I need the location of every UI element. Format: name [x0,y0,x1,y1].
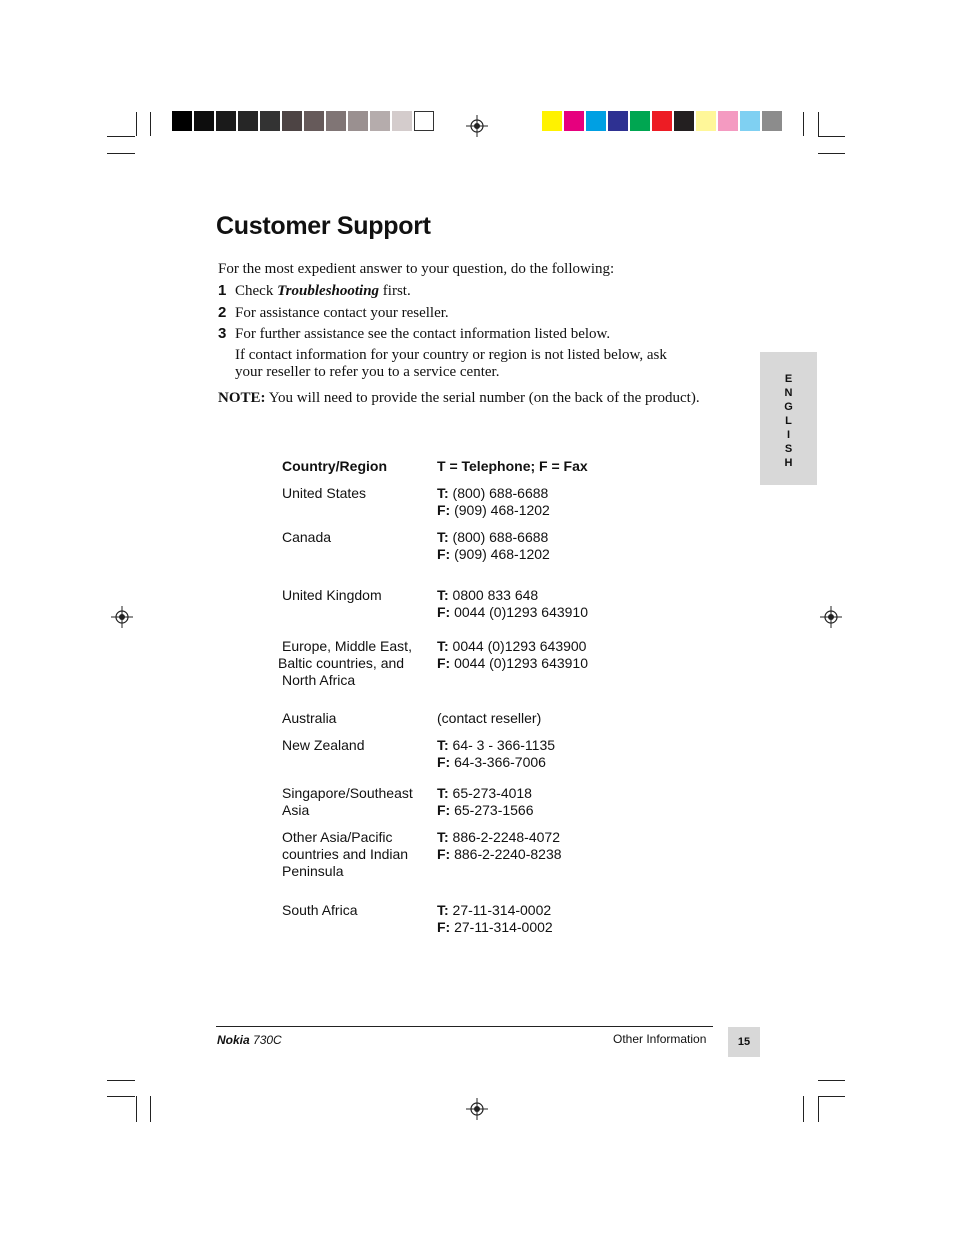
telephone-line [437,785,534,802]
fax-line [437,754,555,771]
country-line: Canada [282,529,332,545]
crop-mark [150,112,151,136]
fax-label: F: [437,802,451,818]
fax-label: F: [437,655,451,671]
color-swatch [608,111,628,131]
footer-product [217,1033,282,1047]
language-tab-letter: L [785,415,792,427]
fax-label: F: [437,546,451,562]
intro-text: For the most expedient answer to your question, do the following: [218,261,615,277]
grayscale-swatch [370,111,390,131]
fax-number: 65-273-1566 [450,802,534,818]
step-text: first. [379,283,411,299]
country-line: Other Asia/Pacific [282,829,393,845]
telephone-line [437,587,588,604]
telephone-label: T: [437,485,449,501]
grayscale-swatch [194,111,214,131]
language-tab-letter: N [784,387,793,399]
country-line: South Africa [282,902,358,918]
note-text: You will need to provide the serial number (on the back of the product). [265,390,700,406]
country-cell [282,710,336,727]
country-line: North Africa [282,672,356,688]
crop-mark [150,1096,151,1122]
crop-mark [107,136,135,137]
country-cell [278,638,412,689]
step-number: 3 [218,325,227,342]
step-text: For assistance contact your reseller. [235,305,449,321]
step-text: For further assistance see the contact information listed below. [235,326,611,342]
contact-note: (contact reseller) [437,710,542,726]
color-swatch [542,111,562,131]
fax-label: F: [437,919,451,935]
step-2 [218,304,449,322]
grayscale-swatch [172,111,192,131]
telephone-number: 0800 833 648 [448,587,539,603]
country-line: Peninsula [282,863,344,879]
country-line: United Kingdom [282,587,382,603]
telephone-number: 65-273-4018 [448,785,532,801]
contact-cell [437,638,588,672]
telephone-label: T: [437,902,449,918]
contact-cell [437,829,562,863]
telephone-label: T: [437,529,449,545]
language-tab-letter: I [786,429,791,441]
language-tab-letter: H [784,457,793,469]
footer-brand: Nokia [217,1033,250,1047]
color-swatch [740,111,760,131]
color-swatch [762,111,782,131]
footer-section: Other Information [613,1032,707,1046]
country-line: Singapore/Southeast [282,785,413,801]
fax-line [437,604,588,621]
step-number: 2 [218,304,227,321]
color-swatch [718,111,738,131]
telephone-label: T: [437,785,449,801]
step-text: Check [235,283,278,299]
telephone-number: 0044 (0)1293 643900 [448,638,587,654]
telephone-line [437,737,555,754]
contact-cell [437,902,553,936]
telephone-label: T: [437,737,449,753]
grayscale-swatch [414,111,434,131]
crop-mark [818,1080,845,1081]
step-1 [218,282,411,300]
grayscale-swatch [238,111,258,131]
country-line: Asia [282,802,310,818]
fax-line [437,502,550,519]
fax-number: 0044 (0)1293 643910 [450,655,589,671]
country-cell [282,529,331,546]
crop-mark [136,112,137,136]
language-tab [760,352,817,485]
telephone-label: T: [437,829,449,845]
step-3-continuation: your reseller to refer you to a service center. [235,364,500,380]
page-title: Customer Support [216,212,431,240]
step-number: 1 [218,282,227,299]
contact-cell [437,737,555,771]
fax-line [437,802,534,819]
crop-mark [818,1096,819,1122]
telephone-line [437,638,588,655]
telephone-line [437,829,562,846]
grayscale-swatch [326,111,346,131]
registration-mark-icon [111,606,133,628]
crop-mark [803,1096,804,1122]
fax-label: F: [437,502,451,518]
contact-cell [437,529,550,563]
fax-line [437,919,553,936]
country-cell [282,785,413,819]
fax-number: 0044 (0)1293 643910 [450,604,589,620]
telephone-number: (800) 688-6688 [448,529,549,545]
grayscale-calibration-bar [172,111,436,131]
country-cell [282,485,366,502]
country-line: Australia [282,710,337,726]
telephone-label: T: [437,638,449,654]
color-swatch [652,111,672,131]
country-line: Europe, Middle East, [282,638,412,654]
grayscale-swatch [304,111,324,131]
color-swatch [630,111,650,131]
fax-number: 886-2-2240-8238 [450,846,562,862]
color-calibration-bar [542,111,784,131]
crop-mark [107,1080,135,1081]
step-3 [218,325,610,343]
fax-label: F: [437,604,451,620]
telephone-label: T: [437,587,449,603]
country-line: United States [282,485,367,501]
table-header-contact: T = Telephone; F = Fax [437,458,588,474]
telephone-line [437,485,550,502]
country-cell [282,902,358,919]
crop-mark [818,136,845,137]
grayscale-swatch [260,111,280,131]
crop-mark [818,1096,845,1097]
grayscale-swatch [216,111,236,131]
fax-label: F: [437,846,451,862]
fax-line [437,846,562,863]
language-tab-letter: E [784,373,793,385]
language-tab-label [760,372,817,470]
crop-mark [818,112,819,136]
contact-cell [437,587,588,621]
registration-mark-icon [466,115,488,137]
grayscale-swatch [348,111,368,131]
crop-mark [107,153,135,154]
language-tab-letter: S [784,443,793,455]
country-line: Baltic countries, and [278,655,405,671]
country-cell [282,587,382,604]
note [218,390,700,407]
telephone-line [437,902,553,919]
fax-number: 27-11-314-0002 [450,919,553,935]
troubleshooting-link: Troubleshooting [277,283,380,299]
country-line: New Zealand [282,737,365,753]
country-cell [282,737,365,754]
registration-mark-icon [820,606,842,628]
fax-number: (909) 468-1202 [450,546,550,562]
country-line: countries and Indian [282,846,409,862]
crop-mark [803,112,804,136]
color-swatch [564,111,584,131]
registration-mark-icon [466,1098,488,1120]
color-swatch [586,111,606,131]
contact-cell [437,710,541,727]
fax-number: 64-3-366-7006 [450,754,546,770]
footer-model: 730C [253,1033,282,1047]
contact-cell [437,485,550,519]
note-label: NOTE: [218,390,266,406]
telephone-number: 27-11-314-0002 [448,902,552,918]
fax-label: F: [437,754,451,770]
telephone-number: 886-2-2248-4072 [448,829,560,845]
table-header-country: Country/Region [282,458,387,474]
step-3-continuation: If contact information for your country or region is not listed below, ask [235,347,667,363]
page-number: 15 [728,1027,760,1057]
language-tab-letter: G [784,401,793,413]
contact-cell [437,785,534,819]
crop-mark [136,1096,137,1122]
grayscale-swatch [282,111,302,131]
telephone-number: 64- 3 - 366-1135 [448,737,556,753]
color-swatch [674,111,694,131]
crop-mark [107,1096,135,1097]
telephone-number: (800) 688-6688 [448,485,549,501]
fax-number: (909) 468-1202 [450,502,550,518]
crop-mark [818,153,845,154]
color-swatch [696,111,716,131]
fax-line [437,546,550,563]
telephone-line [437,529,550,546]
grayscale-swatch [392,111,412,131]
footer-rule [216,1026,713,1027]
fax-line [437,655,588,672]
country-cell [282,829,408,880]
